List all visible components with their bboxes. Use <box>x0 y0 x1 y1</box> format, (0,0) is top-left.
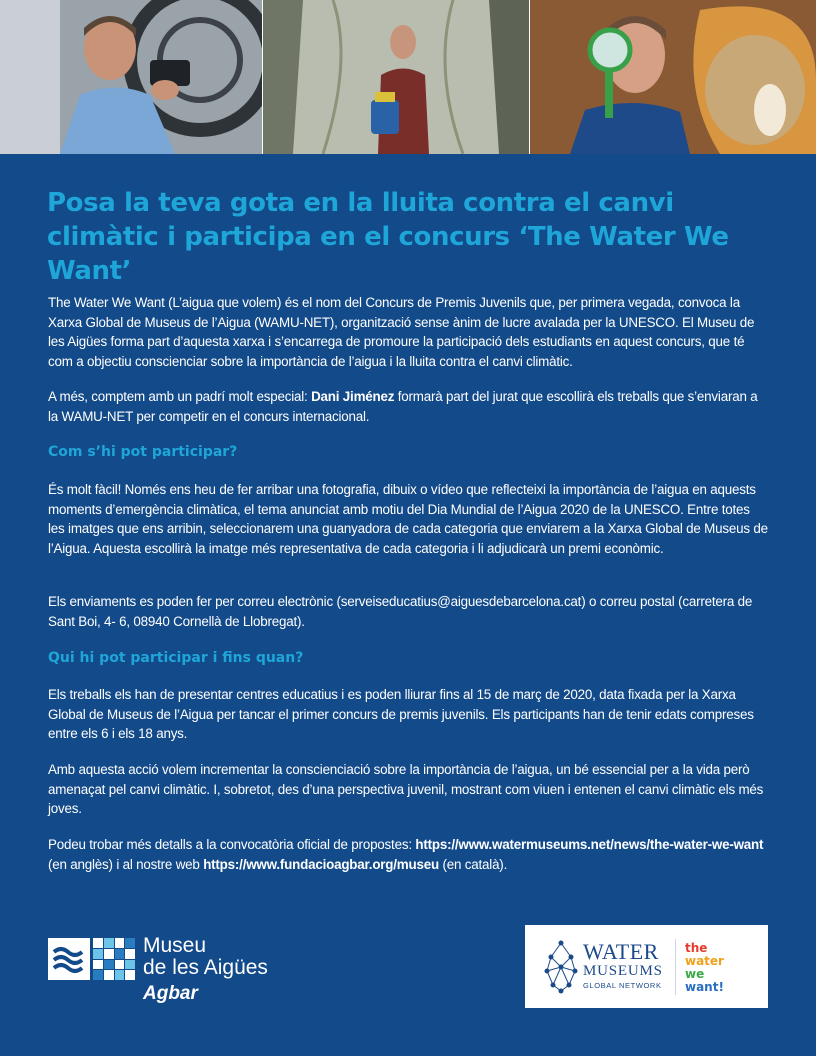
museu-aigues-name <box>143 935 268 979</box>
photo-illustration-3 <box>530 0 816 154</box>
details-text-before: Podeu trobar més detalls a la convocatòria oficial de propostes: <box>48 837 416 852</box>
details-paragraph <box>48 835 768 874</box>
wave-symbol-icon <box>48 938 90 980</box>
logo-divider <box>675 939 676 995</box>
want-word-1: the <box>685 941 708 955</box>
photo-man-with-camera <box>0 0 262 154</box>
water-museums-title: WATER <box>583 939 659 964</box>
header-photo-strip <box>0 0 816 154</box>
pixel-grid-icon <box>93 938 135 980</box>
sponsor-text-after: formarà part del jurat que escollirà els treballs que s’enviaran a la WAMU-NET per competir en el concurs internacional. <box>48 389 758 424</box>
photo-man-with-magnifier <box>530 0 816 154</box>
intro-paragraph: The Water We Want (L’aigua que volem) és el nom del Concurs de Premis Juvenils que, per primera vegada, convoca la Xarxa Global de Museus de l’Aigua (WAMU-NET), organització sense ànim de lucre avalada per la UNESCO. El Museu de les Aigües forma part d’aquesta xarxa i s’encarrega de promoure la participació dels estudiants en aquest concurs, que té com a objectiu conscienciar sobre la importància de l’aigua i la lluita contra el canvi climàtic. <box>48 295 755 369</box>
want-word-4: want! <box>685 980 724 994</box>
fundacio-agbar-link[interactable]: https://www.fundacioagbar.org/museu <box>203 856 439 872</box>
details-text-after: (en català). <box>438 856 508 872</box>
awareness-paragraph: Amb aquesta acció volem incrementar la conscienciació sobre la importància de l’aigua, un bé essencial per a la vida però amenaçat pel canvi climàtic. I, sobretot, des d’una perspectiva juvenil, mostrant com viuen i entenen el canvi climàtic els més joves. <box>48 762 764 816</box>
water-museums-subtitle: MUSEUMS <box>583 963 663 979</box>
photo-illustration-1 <box>0 0 262 154</box>
sponsor-paragraph <box>48 387 768 426</box>
logo-line-1: Museu <box>143 934 207 957</box>
global-network-label: GLOBAL NETWORK <box>583 981 662 990</box>
photo-illustration-2 <box>263 0 529 154</box>
watermuseums-link[interactable]: https://www.watermuseums.net/news/the-water-we-want <box>415 837 764 852</box>
submission-paragraph: Els enviaments es poden fer per correu electrònic (serveiseducatius@aiguesdebarcelona.cat) o correu postal (carretera de Sant Boi, 4- 6, 08940 Cornellà de Llobregat). <box>48 594 753 629</box>
who-paragraph: Els treballs els han de presentar centres educatius i es poden lliurar fins al 15 de març de 2020, data fixada per la Xarxa Global de Museus de l’Aigua per tancar el primer concurs de premis juvenils. Els participants han de tenir edats compreses entre els 6 i els 18 anys. <box>48 687 754 741</box>
want-word-3: we <box>685 967 705 981</box>
sponsor-name: Dani Jiménez <box>311 389 395 404</box>
the-water-we-want-logo <box>685 942 765 994</box>
logo-line-2: de les Aigües <box>143 956 268 979</box>
water-museums-logo-panel <box>525 925 768 1008</box>
sponsor-text-before: A més, comptem amb un padrí molt especial: <box>48 389 312 404</box>
want-word-2: water <box>685 954 724 968</box>
details-text-mid: (en anglès) i al nostre web <box>48 856 204 872</box>
page-title: Posa la teva gota en la lluita contra el canvi climàtic i participa en el concurs ‘The Water We Want’ <box>47 188 729 286</box>
wave-symbol-graphic <box>48 938 90 980</box>
agbar-brand: Agbar <box>143 983 198 1004</box>
museu-aigues-logo <box>48 935 308 1010</box>
subheading-how: Com s’hi pot participar? <box>48 444 238 460</box>
how-paragraph: És molt fàcil! Només ens heu de fer arribar una fotografia, dibuix o vídeo que reflecteixi la importància de l’aigua en aquests moments d’emergència climàtica, el tema anunciat amb motiu del Dia Mundial de l’Aigua 2020 de la UNESCO. Entre totes les imatges que ens arribin, seleccionarem una guanyadora de cada categoria que enviarem a la Xarxa Global de Museus de l’Aigua. Aquesta escollirà la imatge més representativa de cada categoria i li adjudicarà un premi econòmic. <box>48 482 768 556</box>
photo-man-looking-up <box>263 0 529 154</box>
subheading-who: Qui hi pot participar i fins quan? <box>48 650 304 666</box>
network-drop-icon <box>543 939 579 995</box>
